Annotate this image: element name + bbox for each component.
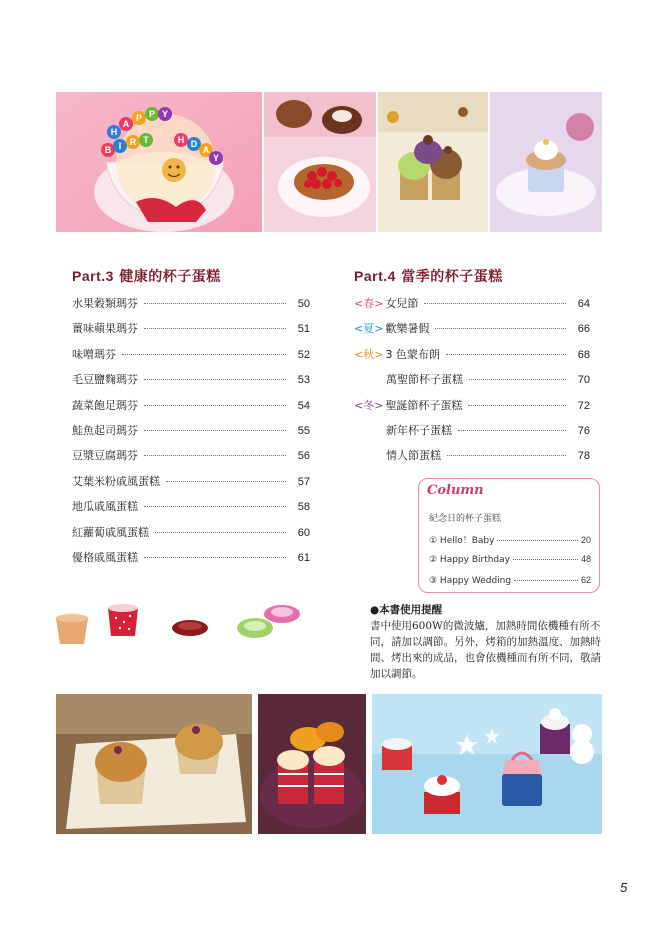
toc-item[interactable]: <冬> 聖誕節杯子蛋糕 72 <box>354 398 590 412</box>
column-title: Column <box>427 483 484 498</box>
photo-mont-blanc-cupcakes <box>378 92 488 232</box>
photo-sweet-potato-cupcakes <box>258 694 366 834</box>
toc-item[interactable]: 鮭魚起司瑪芬 55 <box>72 423 310 437</box>
notice-body: 書中使用600W的微波爐，加熱時間依機種有所不同，請加以調節。另外，烤箱的加熱溫度、加熱時間、烤出來的成品，也會依機種而有所不同，敬請加以調節。 <box>370 620 601 680</box>
birthday-letter: Y <box>161 109 169 119</box>
toc-item[interactable]: 薑味蘋果瑪芬 51 <box>72 322 310 336</box>
season-tag: <夏> <box>354 322 384 336</box>
part3-title: 健康的杯子蛋糕 <box>119 269 221 285</box>
part3-toc <box>72 296 310 575</box>
birthday-letter: P <box>135 113 143 123</box>
birthday-letter: D <box>190 139 198 149</box>
column-subtitle: 紀念日的杯子蛋糕 <box>429 514 502 524</box>
photo-christmas-cupcakes <box>372 694 602 834</box>
photo-cupcake-liners <box>50 596 310 656</box>
column-box <box>418 478 600 593</box>
part4-toc <box>354 296 590 474</box>
toc-item[interactable]: 紅蘿蔔戚風蛋糕 60 <box>72 525 310 539</box>
column-item[interactable]: ① Hello！Baby 20 <box>429 535 591 546</box>
birthday-letter: H <box>110 127 118 137</box>
toc-item[interactable]: <夏> 歡樂暑假 66 <box>354 322 590 336</box>
column-item[interactable]: ② Happy Birthday 48 <box>429 554 591 565</box>
toc-item[interactable]: 萬聖節杯子蛋糕 70 <box>386 373 590 387</box>
toc-item[interactable]: 地瓜戚風蛋糕 58 <box>72 500 310 514</box>
part3-label: Part.3 <box>72 268 114 284</box>
toc-item[interactable]: 優格戚風蛋糕 61 <box>72 550 310 564</box>
toc-item[interactable]: 新年杯子蛋糕 76 <box>386 423 590 437</box>
birthday-letter: P <box>148 109 156 119</box>
toc-item[interactable]: 水果穀類瑪芬 50 <box>72 297 310 310</box>
season-tag: <秋> <box>354 347 384 361</box>
birthday-letter: I <box>118 141 122 151</box>
part3-heading <box>72 266 221 286</box>
toc-item[interactable]: 蔬菜飽足瑪芬 54 <box>72 398 310 412</box>
birthday-letter: Y <box>212 153 220 163</box>
part4-heading <box>354 266 503 286</box>
toc-item[interactable]: <秋> 3 色蒙布朗 68 <box>354 347 590 361</box>
toc-item[interactable]: 艾葉米粉戚風蛋糕 57 <box>72 474 310 488</box>
toc-item[interactable]: 毛豆鹽麴瑪芬 53 <box>72 373 310 387</box>
notice-title: ●本書使用提醒 <box>370 604 443 616</box>
toc-item[interactable]: <春> 女兒節 64 <box>354 297 590 310</box>
part4-title: 當季的杯子蛋糕 <box>401 269 503 285</box>
birthday-letter: H <box>177 135 185 145</box>
photo-muffins-on-board <box>56 694 252 834</box>
usage-notice <box>370 602 606 682</box>
toc-item[interactable]: 味噌瑪芬 52 <box>72 347 310 361</box>
page-number: 5 <box>620 880 628 895</box>
birthday-letter: A <box>202 145 210 155</box>
photo-berry-tart <box>264 92 376 232</box>
birthday-letter: A <box>122 119 130 129</box>
toc-item[interactable]: 豆漿豆腐瑪芬 56 <box>72 449 310 463</box>
toc-item[interactable]: 情人節蛋糕 78 <box>386 449 590 463</box>
photo-birthday-cupcake-bouquet <box>56 92 262 232</box>
season-tag: <春> <box>354 297 384 310</box>
season-tag: <冬> <box>354 398 384 412</box>
birthday-letter: B <box>104 145 112 155</box>
column-item[interactable]: ③ Happy Wedding 62 <box>429 575 591 586</box>
birthday-letter: R <box>129 137 137 147</box>
photo-snow-cupcake <box>490 92 602 232</box>
part4-label: Part.4 <box>354 268 396 284</box>
birthday-letter: T <box>143 135 149 145</box>
